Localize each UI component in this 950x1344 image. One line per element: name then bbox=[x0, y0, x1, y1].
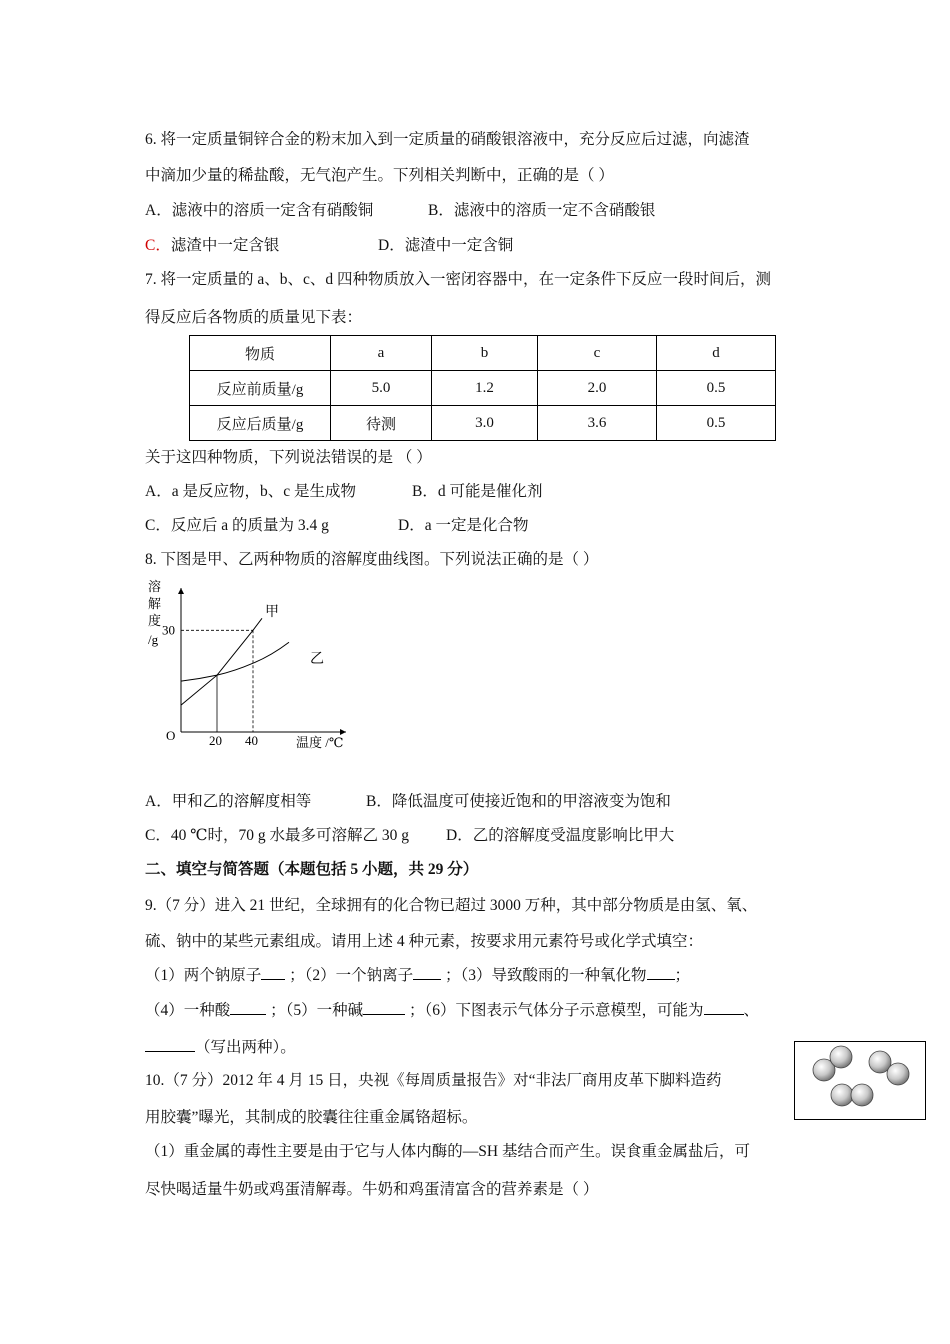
table-header-cell: c bbox=[538, 336, 657, 371]
q9-part3-end: ； bbox=[674, 967, 691, 984]
atom-circle bbox=[851, 1084, 873, 1106]
table-row bbox=[190, 406, 776, 441]
table-header-cell: b bbox=[432, 336, 538, 371]
q8-option-c: C．40 ℃时，70 g 水最多可溶解乙 30 g bbox=[145, 827, 410, 844]
q7-option-a: A．a 是反应物，b、c 是生成物 bbox=[145, 483, 356, 500]
q6-option-c-letter: C． bbox=[145, 237, 171, 254]
section-heading: 二、填空与简答题（本题包括 5 小题，共 29 分） bbox=[145, 861, 479, 878]
q8-option-a: A．甲和乙的溶解度相等 bbox=[145, 793, 312, 810]
q6-option-a: A．滤液中的溶质一定含有硝酸铜 bbox=[145, 202, 374, 219]
q6-option-c bbox=[145, 233, 279, 255]
q9-part7 bbox=[145, 1035, 296, 1057]
x-tick-label: 40 bbox=[245, 733, 258, 748]
q10-stem-line1: 10.（7 分）2012 年 4 月 15 日，央视《每周质量报告》对“非法厂商用皮革下脚料造药 bbox=[145, 1072, 722, 1089]
table-cell: 待测 bbox=[331, 406, 432, 441]
y-axis-label-char: /g bbox=[148, 632, 159, 647]
answer-blank[interactable] bbox=[647, 964, 675, 980]
table-cell: 3.6 bbox=[538, 406, 657, 441]
table-cell: 反应前质量/g bbox=[190, 371, 331, 406]
y-axis-label-char: 度 bbox=[148, 613, 162, 628]
answer-blank[interactable] bbox=[230, 999, 266, 1015]
q9-stem-line1: 9.（7 分）进入 21 世纪，全球拥有的化合物已超过 3000 万种，其中部分物质是由氢、氧、 bbox=[145, 897, 758, 914]
answer-blank[interactable] bbox=[261, 964, 285, 980]
q10-stem-line4: 尽快喝适量牛奶或鸡蛋清解毒。牛奶和鸡蛋清富含的营养素是（ ） bbox=[145, 1181, 599, 1198]
atom-circle bbox=[830, 1046, 852, 1068]
q9-parts-4-6 bbox=[145, 998, 759, 1020]
gas-molecule-model bbox=[794, 1041, 926, 1121]
series-label-yi: 乙 bbox=[310, 652, 324, 667]
q8-option-b: B．降低温度可使接近饱和的甲溶液变为饱和 bbox=[366, 793, 671, 810]
table-cell: 0.5 bbox=[657, 371, 776, 406]
q8-option-d: D．乙的溶解度受温度影响比甲大 bbox=[446, 827, 675, 844]
x-tick-label: 20 bbox=[209, 733, 222, 748]
table-row bbox=[190, 371, 776, 406]
table-cell: 0.5 bbox=[657, 406, 776, 441]
answer-blank[interactable] bbox=[413, 964, 441, 980]
q10-stem-line3: （1）重金属的毒性主要是由于它与人体内酶的—SH 基结合而产生。误食重金属盐后，可 bbox=[145, 1143, 750, 1160]
q6-stem-line1: 6. 将一定质量铜锌合金的粉末加入到一定质量的硝酸银溶液中，充分反应后过滤，向滤渣 bbox=[145, 131, 750, 148]
q6-stem-line2: 中滴加少量的稀盐酸，无气泡产生。下列相关判断中，正确的是（ ） bbox=[145, 167, 614, 184]
q7-stem-line1: 7. 将一定质量的 a、b、c、d 四种物质放入一密闭容器中，在一定条件下反应一段时间后，测 bbox=[145, 271, 772, 288]
table-cell: 1.2 bbox=[432, 371, 538, 406]
q8-stem: 8. 下图是甲、乙两种物质的溶解度曲线图。下列说法正确的是（ ） bbox=[145, 551, 599, 568]
q7-option-d: D．a 一定是化合物 bbox=[398, 517, 529, 534]
q9-part7-text: （写出两种）。 bbox=[195, 1039, 296, 1056]
table-header-cell: a bbox=[331, 336, 432, 371]
table-cell: 反应后质量/g bbox=[190, 406, 331, 441]
y-axis-label-char: 溶 bbox=[148, 579, 162, 594]
q6-option-d: D．滤渣中一定含铜 bbox=[378, 237, 514, 254]
q9-stem-line2: 硫、钠中的某些元素组成。请用上述 4 种元素，按要求用元素符号或化学式填空： bbox=[145, 933, 704, 950]
q6-option-b: B．滤液中的溶质一定不含硝酸银 bbox=[428, 202, 656, 219]
table-cell: 5.0 bbox=[331, 371, 432, 406]
table-cell: 2.0 bbox=[538, 371, 657, 406]
q6-option-c-text: 滤渣中一定含银 bbox=[170, 237, 280, 254]
table-cell: 3.0 bbox=[432, 406, 538, 441]
atom-circle bbox=[887, 1063, 909, 1085]
table-header-cell: 物质 bbox=[190, 336, 331, 371]
q7-option-c: C．反应后 a 的质量为 3.4 g bbox=[145, 517, 329, 534]
q7-mass-table bbox=[189, 335, 776, 441]
q7-stem-line3: 关于这四种物质，下列说法错误的是 （ ） bbox=[145, 449, 432, 466]
q9-part4: （4）一种酸 bbox=[145, 1002, 231, 1019]
q10-stem-line2: 用胶囊”曝光，其制成的胶囊往往重金属铬超标。 bbox=[145, 1109, 478, 1126]
q9-part5: ；（5）一种碱 bbox=[270, 1002, 364, 1019]
q7-option-b: B．d 可能是催化剂 bbox=[412, 483, 543, 500]
series-label-jia: 甲 bbox=[265, 605, 279, 620]
atom-circle bbox=[831, 1084, 853, 1106]
series-line-yi bbox=[181, 642, 289, 681]
q9-parts-1-3 bbox=[145, 963, 690, 985]
y-axis-label-char: 解 bbox=[148, 596, 162, 611]
q9-part3: ；（3）导致酸雨的一种氧化物 bbox=[445, 967, 647, 984]
y-tick-label: 30 bbox=[162, 622, 175, 638]
solubility-chart bbox=[140, 574, 370, 754]
table-header-cell: d bbox=[657, 336, 776, 371]
answer-blank[interactable] bbox=[704, 999, 744, 1015]
q7-stem-line2: 得反应后各物质的质量见下表： bbox=[145, 309, 363, 326]
q9-part6-end: 、 bbox=[743, 1002, 760, 1019]
answer-blank[interactable] bbox=[363, 999, 405, 1015]
table-header-row bbox=[190, 336, 776, 371]
series-line-jia bbox=[181, 618, 262, 705]
x-axis-label: 温度 /℃ bbox=[296, 735, 344, 750]
q9-part6: ；（6）下图表示气体分子示意模型，可能为 bbox=[409, 1002, 704, 1019]
answer-blank[interactable] bbox=[145, 1036, 195, 1052]
q9-part2: ；（2）一个钠离子 bbox=[289, 967, 414, 984]
origin-label: O bbox=[166, 728, 176, 743]
q9-part1: （1）两个钠原子 bbox=[145, 967, 262, 984]
